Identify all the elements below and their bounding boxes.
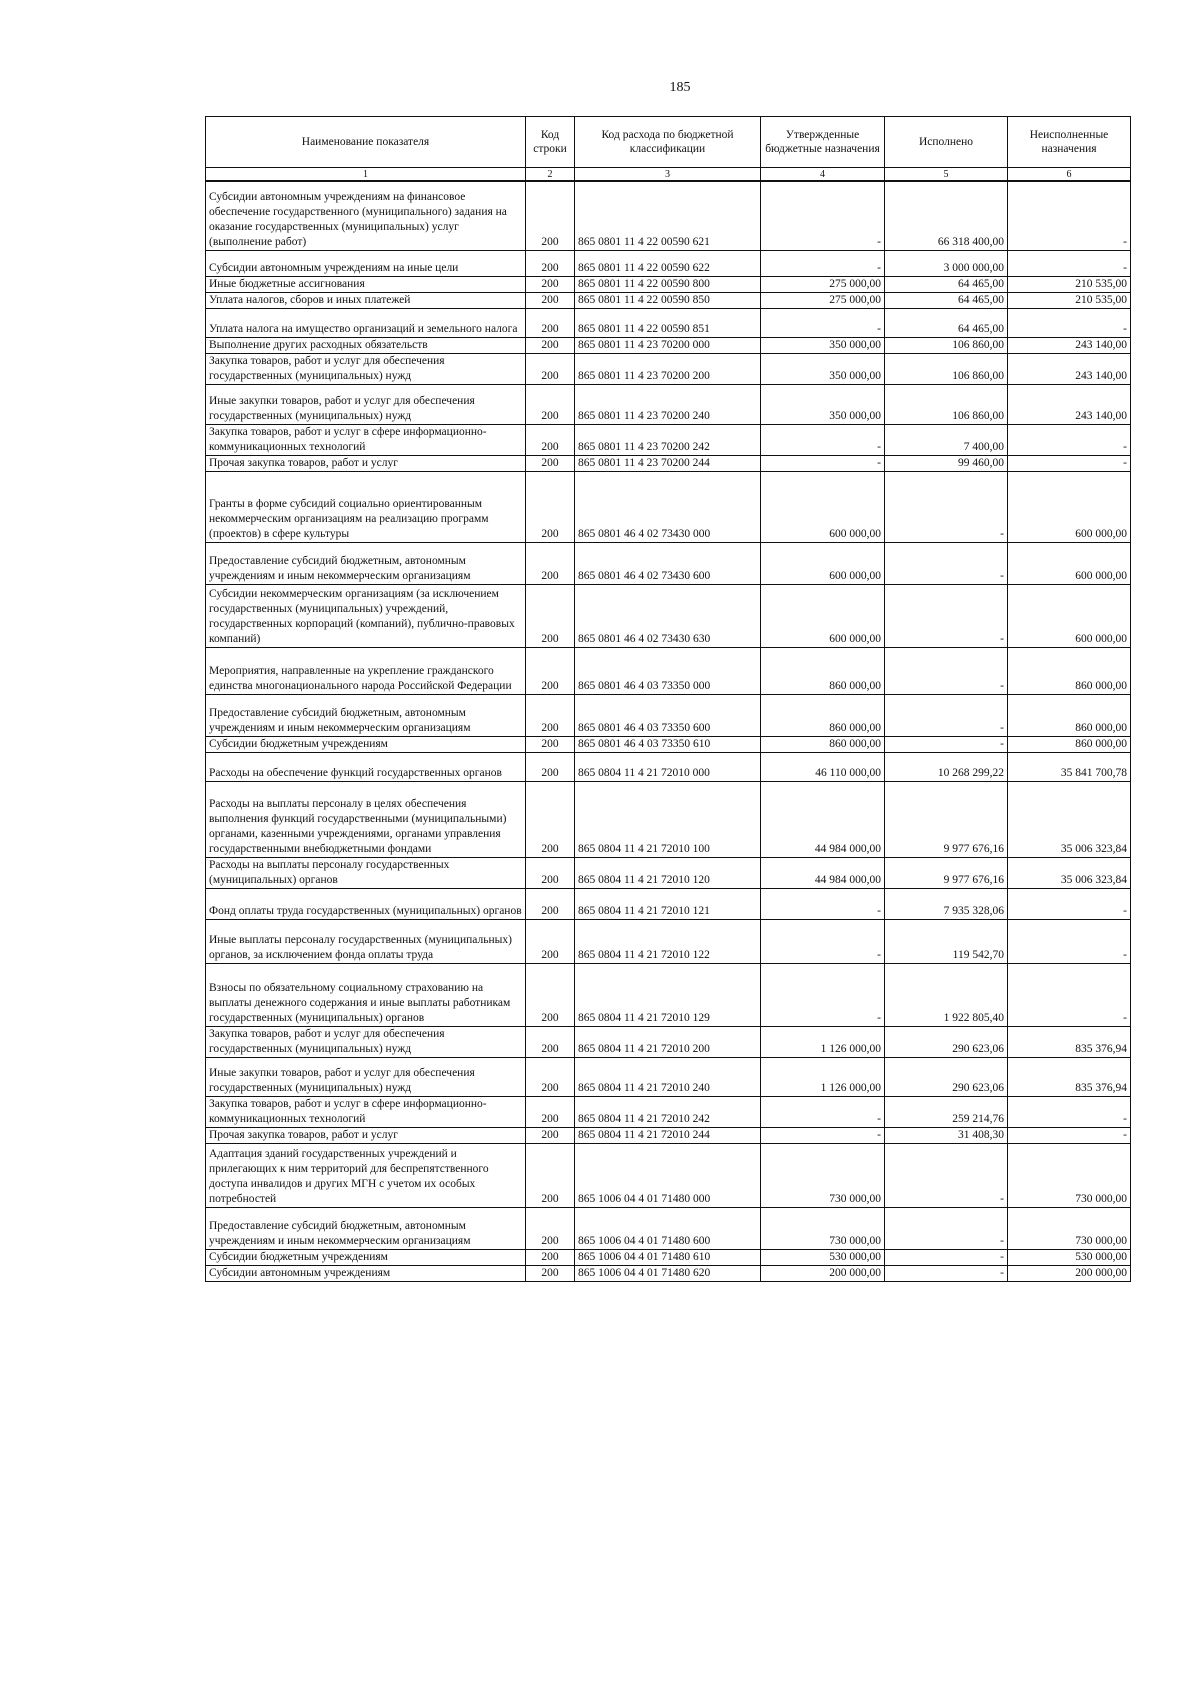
row-line-code: 200 [526,542,575,584]
row-indicator-name: Выполнение других расходных обязательств [206,337,526,353]
column-number: 2 [526,168,575,182]
row-indicator-name: Предоставление субсидий бюджетным, автономным учреждениям и иным некоммерческим организациям [206,1207,526,1249]
row-executed-amount: 31 408,30 [885,1127,1008,1143]
table-body [206,181,1131,1281]
row-unexecuted-amount: 600 000,00 [1008,542,1131,584]
row-indicator-name: Предоставление субсидий бюджетным, автономным учреждениям и иным некоммерческим организациям [206,542,526,584]
row-budget-classification-code: 865 0804 11 4 21 72010 244 [575,1127,761,1143]
header-indicator-name: Наименование показателя [206,117,526,168]
table-row [206,1207,1131,1249]
row-unexecuted-amount: 243 140,00 [1008,384,1131,424]
row-approved-amount: 350 000,00 [761,337,885,353]
row-executed-amount: 290 623,06 [885,1026,1008,1057]
row-executed-amount: 10 268 299,22 [885,752,1008,781]
row-approved-amount: 860 000,00 [761,694,885,736]
row-executed-amount: - [885,1265,1008,1281]
row-approved-amount: 1 126 000,00 [761,1026,885,1057]
row-executed-amount: 64 465,00 [885,308,1008,337]
table-row [206,857,1131,888]
row-indicator-name: Адаптация зданий государственных учреждений и прилегающих к ним территорий для беспрепятственного доступа инвалидов и других МГН с учетом их особых потребностей [206,1143,526,1207]
row-line-code: 200 [526,1057,575,1096]
row-line-code: 200 [526,1249,575,1265]
row-line-code: 200 [526,584,575,647]
row-unexecuted-amount: 243 140,00 [1008,337,1131,353]
row-unexecuted-amount: - [1008,181,1131,250]
row-budget-classification-code: 865 0804 11 4 21 72010 100 [575,781,761,857]
row-indicator-name: Закупка товаров, работ и услуг для обеспечения государственных (муниципальных) нужд [206,353,526,384]
row-indicator-name: Субсидии автономным учреждениям [206,1265,526,1281]
row-budget-classification-code: 865 0804 11 4 21 72010 000 [575,752,761,781]
row-executed-amount: 66 318 400,00 [885,181,1008,250]
row-line-code: 200 [526,353,575,384]
row-approved-amount: - [761,455,885,471]
table-row [206,308,1131,337]
row-executed-amount: - [885,471,1008,542]
row-unexecuted-amount: 210 535,00 [1008,276,1131,292]
row-executed-amount: 64 465,00 [885,276,1008,292]
row-line-code: 200 [526,1265,575,1281]
row-indicator-name: Закупка товаров, работ и услуг для обеспечения государственных (муниципальных) нужд [206,1026,526,1057]
row-line-code: 200 [526,888,575,919]
table-row [206,647,1131,694]
row-budget-classification-code: 865 0801 46 4 02 73430 630 [575,584,761,647]
table-row [206,888,1131,919]
table-row [206,1265,1131,1281]
row-indicator-name: Закупка товаров, работ и услуг в сфере информационно-коммуникационных технологий [206,424,526,455]
table-row [206,1143,1131,1207]
row-budget-classification-code: 865 1006 04 4 01 71480 620 [575,1265,761,1281]
row-executed-amount: - [885,694,1008,736]
table-row [206,424,1131,455]
row-budget-classification-code: 865 0801 46 4 02 73430 000 [575,471,761,542]
row-budget-classification-code: 865 0801 11 4 23 70200 244 [575,455,761,471]
row-budget-classification-code: 865 0801 11 4 23 70200 200 [575,353,761,384]
row-indicator-name: Прочая закупка товаров, работ и услуг [206,455,526,471]
column-number: 4 [761,168,885,182]
table-row [206,584,1131,647]
column-number-row [206,168,1131,182]
table-row [206,963,1131,1026]
row-line-code: 200 [526,471,575,542]
row-indicator-name: Уплата налога на имущество организаций и земельного налога [206,308,526,337]
row-line-code: 200 [526,736,575,752]
table-row [206,250,1131,276]
table-row [206,455,1131,471]
row-approved-amount: 860 000,00 [761,647,885,694]
row-indicator-name: Иные закупки товаров, работ и услуг для обеспечения государственных (муниципальных) нужд [206,384,526,424]
row-unexecuted-amount: - [1008,455,1131,471]
header-approved-appropriations: Утвержденные бюджетные назначения [761,117,885,168]
row-budget-classification-code: 865 1006 04 4 01 71480 000 [575,1143,761,1207]
row-line-code: 200 [526,694,575,736]
row-unexecuted-amount: 200 000,00 [1008,1265,1131,1281]
row-indicator-name: Расходы на обеспечение функций государственных органов [206,752,526,781]
row-unexecuted-amount: 730 000,00 [1008,1143,1131,1207]
table-row [206,181,1131,250]
table-row [206,1057,1131,1096]
row-indicator-name: Субсидии бюджетным учреждениям [206,736,526,752]
row-line-code: 200 [526,1127,575,1143]
row-executed-amount: 106 860,00 [885,353,1008,384]
row-budget-classification-code: 865 0801 11 4 22 00590 851 [575,308,761,337]
row-budget-classification-code: 865 1006 04 4 01 71480 610 [575,1249,761,1265]
row-executed-amount: - [885,584,1008,647]
budget-execution-table [205,116,1131,1282]
table-row [206,694,1131,736]
row-approved-amount: 44 984 000,00 [761,781,885,857]
row-approved-amount: - [761,181,885,250]
column-number: 1 [206,168,526,182]
row-unexecuted-amount: 530 000,00 [1008,1249,1131,1265]
row-executed-amount: 119 542,70 [885,919,1008,963]
row-line-code: 200 [526,647,575,694]
row-indicator-name: Предоставление субсидий бюджетным, автономным учреждениям и иным некоммерческим организациям [206,694,526,736]
row-unexecuted-amount: 835 376,94 [1008,1026,1131,1057]
row-indicator-name: Субсидии автономным учреждениям на финансовое обеспечение государственного (муниципального) задания на оказание государственных (муниципальных) услуг (выполнение работ) [206,181,526,250]
row-executed-amount: 106 860,00 [885,337,1008,353]
row-line-code: 200 [526,963,575,1026]
row-line-code: 200 [526,424,575,455]
row-approved-amount: 600 000,00 [761,584,885,647]
row-indicator-name: Иные выплаты персоналу государственных (муниципальных) органов, за исключением фонда оплаты труда [206,919,526,963]
table-row [206,353,1131,384]
row-executed-amount: 64 465,00 [885,292,1008,308]
row-budget-classification-code: 865 0804 11 4 21 72010 120 [575,857,761,888]
row-approved-amount: 730 000,00 [761,1143,885,1207]
row-budget-classification-code: 865 0801 11 4 22 00590 621 [575,181,761,250]
row-executed-amount: - [885,1207,1008,1249]
row-indicator-name: Субсидии некоммерческим организациям (за исключением государственных (муниципальных) учреждений, государственных корпораций (компаний), публично-правовых компаний) [206,584,526,647]
row-unexecuted-amount: 600 000,00 [1008,471,1131,542]
row-line-code: 200 [526,919,575,963]
row-approved-amount: 275 000,00 [761,292,885,308]
table-row [206,736,1131,752]
row-line-code: 200 [526,1096,575,1127]
row-budget-classification-code: 865 0801 11 4 22 00590 622 [575,250,761,276]
row-budget-classification-code: 865 0801 11 4 23 70200 240 [575,384,761,424]
row-unexecuted-amount: - [1008,919,1131,963]
row-unexecuted-amount: - [1008,963,1131,1026]
row-budget-classification-code: 865 0801 46 4 03 73350 610 [575,736,761,752]
row-unexecuted-amount: 860 000,00 [1008,647,1131,694]
row-approved-amount: - [761,919,885,963]
row-budget-classification-code: 865 0801 11 4 22 00590 800 [575,276,761,292]
row-unexecuted-amount: 35 006 323,84 [1008,781,1131,857]
header-budget-classification-code: Код расхода по бюджетной классификации [575,117,761,168]
table-row [206,276,1131,292]
table-row [206,471,1131,542]
row-unexecuted-amount: 835 376,94 [1008,1057,1131,1096]
row-indicator-name: Субсидии автономным учреждениям на иные цели [206,250,526,276]
row-budget-classification-code: 865 0801 46 4 03 73350 600 [575,694,761,736]
row-executed-amount: - [885,736,1008,752]
row-executed-amount: - [885,1249,1008,1265]
table-row [206,781,1131,857]
row-budget-classification-code: 865 0801 46 4 03 73350 000 [575,647,761,694]
row-budget-classification-code: 865 0804 11 4 21 72010 129 [575,963,761,1026]
row-executed-amount: 9 977 676,16 [885,857,1008,888]
row-approved-amount: 860 000,00 [761,736,885,752]
row-unexecuted-amount: 860 000,00 [1008,736,1131,752]
row-approved-amount: 275 000,00 [761,276,885,292]
header-unexecuted-appropriations: Неисполненные назначения [1008,117,1131,168]
row-executed-amount: 259 214,76 [885,1096,1008,1127]
row-approved-amount: 200 000,00 [761,1265,885,1281]
row-line-code: 200 [526,1026,575,1057]
row-budget-classification-code: 865 0804 11 4 21 72010 122 [575,919,761,963]
row-line-code: 200 [526,337,575,353]
row-approved-amount: - [761,888,885,919]
row-executed-amount: - [885,1143,1008,1207]
row-indicator-name: Взносы по обязательному социальному страхованию на выплаты денежного содержания и иные выплаты работникам государственных (муниципальных) органов [206,963,526,1026]
row-budget-classification-code: 865 0801 11 4 23 70200 000 [575,337,761,353]
row-indicator-name: Расходы на выплаты персоналу в целях обеспечения выполнения функций государственными (муниципальными) органами, казенными учреждениями, органами управления государственными внебюджетными фондами [206,781,526,857]
row-unexecuted-amount: - [1008,888,1131,919]
table-row [206,752,1131,781]
table-row [206,337,1131,353]
row-unexecuted-amount: - [1008,1096,1131,1127]
row-line-code: 200 [526,1207,575,1249]
row-executed-amount: - [885,542,1008,584]
row-executed-amount: 3 000 000,00 [885,250,1008,276]
table-row [206,542,1131,584]
row-approved-amount: - [761,424,885,455]
row-unexecuted-amount: 600 000,00 [1008,584,1131,647]
row-indicator-name: Иные бюджетные ассигнования [206,276,526,292]
row-line-code: 200 [526,455,575,471]
row-indicator-name: Фонд оплаты труда государственных (муниципальных) органов [206,888,526,919]
page-number: 185 [669,80,691,95]
row-approved-amount: - [761,308,885,337]
table-row [206,384,1131,424]
row-line-code: 200 [526,276,575,292]
row-executed-amount: 106 860,00 [885,384,1008,424]
table-row [206,919,1131,963]
header-executed: Исполнено [885,117,1008,168]
row-executed-amount: 99 460,00 [885,455,1008,471]
row-line-code: 200 [526,308,575,337]
row-indicator-name: Мероприятия, направленные на укрепление гражданского единства многонационального народа Российской Федерации [206,647,526,694]
table-row [206,1127,1131,1143]
row-line-code: 200 [526,181,575,250]
row-line-code: 200 [526,857,575,888]
table-row [206,1026,1131,1057]
row-approved-amount: 530 000,00 [761,1249,885,1265]
row-unexecuted-amount: - [1008,1127,1131,1143]
row-indicator-name: Закупка товаров, работ и услуг в сфере информационно-коммуникационных технологий [206,1096,526,1127]
table-row [206,1096,1131,1127]
row-approved-amount: - [761,250,885,276]
column-number: 5 [885,168,1008,182]
row-approved-amount: 350 000,00 [761,384,885,424]
row-budget-classification-code: 865 0804 11 4 21 72010 200 [575,1026,761,1057]
row-executed-amount: 9 977 676,16 [885,781,1008,857]
row-unexecuted-amount: 210 535,00 [1008,292,1131,308]
row-budget-classification-code: 865 0801 11 4 23 70200 242 [575,424,761,455]
table-row [206,1249,1131,1265]
row-approved-amount: - [761,963,885,1026]
row-approved-amount: 350 000,00 [761,353,885,384]
row-unexecuted-amount: 860 000,00 [1008,694,1131,736]
row-approved-amount: 46 110 000,00 [761,752,885,781]
row-unexecuted-amount: - [1008,424,1131,455]
column-number: 6 [1008,168,1131,182]
row-line-code: 200 [526,781,575,857]
row-executed-amount: 7 400,00 [885,424,1008,455]
row-indicator-name: Гранты в форме субсидий социально ориентированным некоммерческим организациям на реализацию программ (проектов) в сфере культуры [206,471,526,542]
row-approved-amount: 600 000,00 [761,542,885,584]
row-approved-amount: - [761,1096,885,1127]
header-line-code: Код строки [526,117,575,168]
row-unexecuted-amount: - [1008,308,1131,337]
row-executed-amount: - [885,647,1008,694]
row-line-code: 200 [526,1143,575,1207]
row-unexecuted-amount: 35 006 323,84 [1008,857,1131,888]
row-budget-classification-code: 865 0804 11 4 21 72010 240 [575,1057,761,1096]
row-budget-classification-code: 865 0804 11 4 21 72010 121 [575,888,761,919]
row-unexecuted-amount: 35 841 700,78 [1008,752,1131,781]
row-indicator-name: Прочая закупка товаров, работ и услуг [206,1127,526,1143]
row-line-code: 200 [526,752,575,781]
row-executed-amount: 1 922 805,40 [885,963,1008,1026]
row-approved-amount: 44 984 000,00 [761,857,885,888]
column-number: 3 [575,168,761,182]
row-line-code: 200 [526,292,575,308]
table-header [206,117,1131,182]
row-indicator-name: Расходы на выплаты персоналу государственных (муниципальных) органов [206,857,526,888]
row-executed-amount: 7 935 328,06 [885,888,1008,919]
row-approved-amount: 1 126 000,00 [761,1057,885,1096]
row-budget-classification-code: 865 0804 11 4 21 72010 242 [575,1096,761,1127]
row-line-code: 200 [526,384,575,424]
row-executed-amount: 290 623,06 [885,1057,1008,1096]
row-budget-classification-code: 865 0801 46 4 02 73430 600 [575,542,761,584]
row-unexecuted-amount: - [1008,250,1131,276]
row-budget-classification-code: 865 1006 04 4 01 71480 600 [575,1207,761,1249]
row-unexecuted-amount: 730 000,00 [1008,1207,1131,1249]
row-budget-classification-code: 865 0801 11 4 22 00590 850 [575,292,761,308]
row-indicator-name: Иные закупки товаров, работ и услуг для обеспечения государственных (муниципальных) нужд [206,1057,526,1096]
row-line-code: 200 [526,250,575,276]
row-approved-amount: 730 000,00 [761,1207,885,1249]
row-approved-amount: 600 000,00 [761,471,885,542]
row-indicator-name: Субсидии бюджетным учреждениям [206,1249,526,1265]
row-indicator-name: Уплата налогов, сборов и иных платежей [206,292,526,308]
row-unexecuted-amount: 243 140,00 [1008,353,1131,384]
row-approved-amount: - [761,1127,885,1143]
table-row [206,292,1131,308]
